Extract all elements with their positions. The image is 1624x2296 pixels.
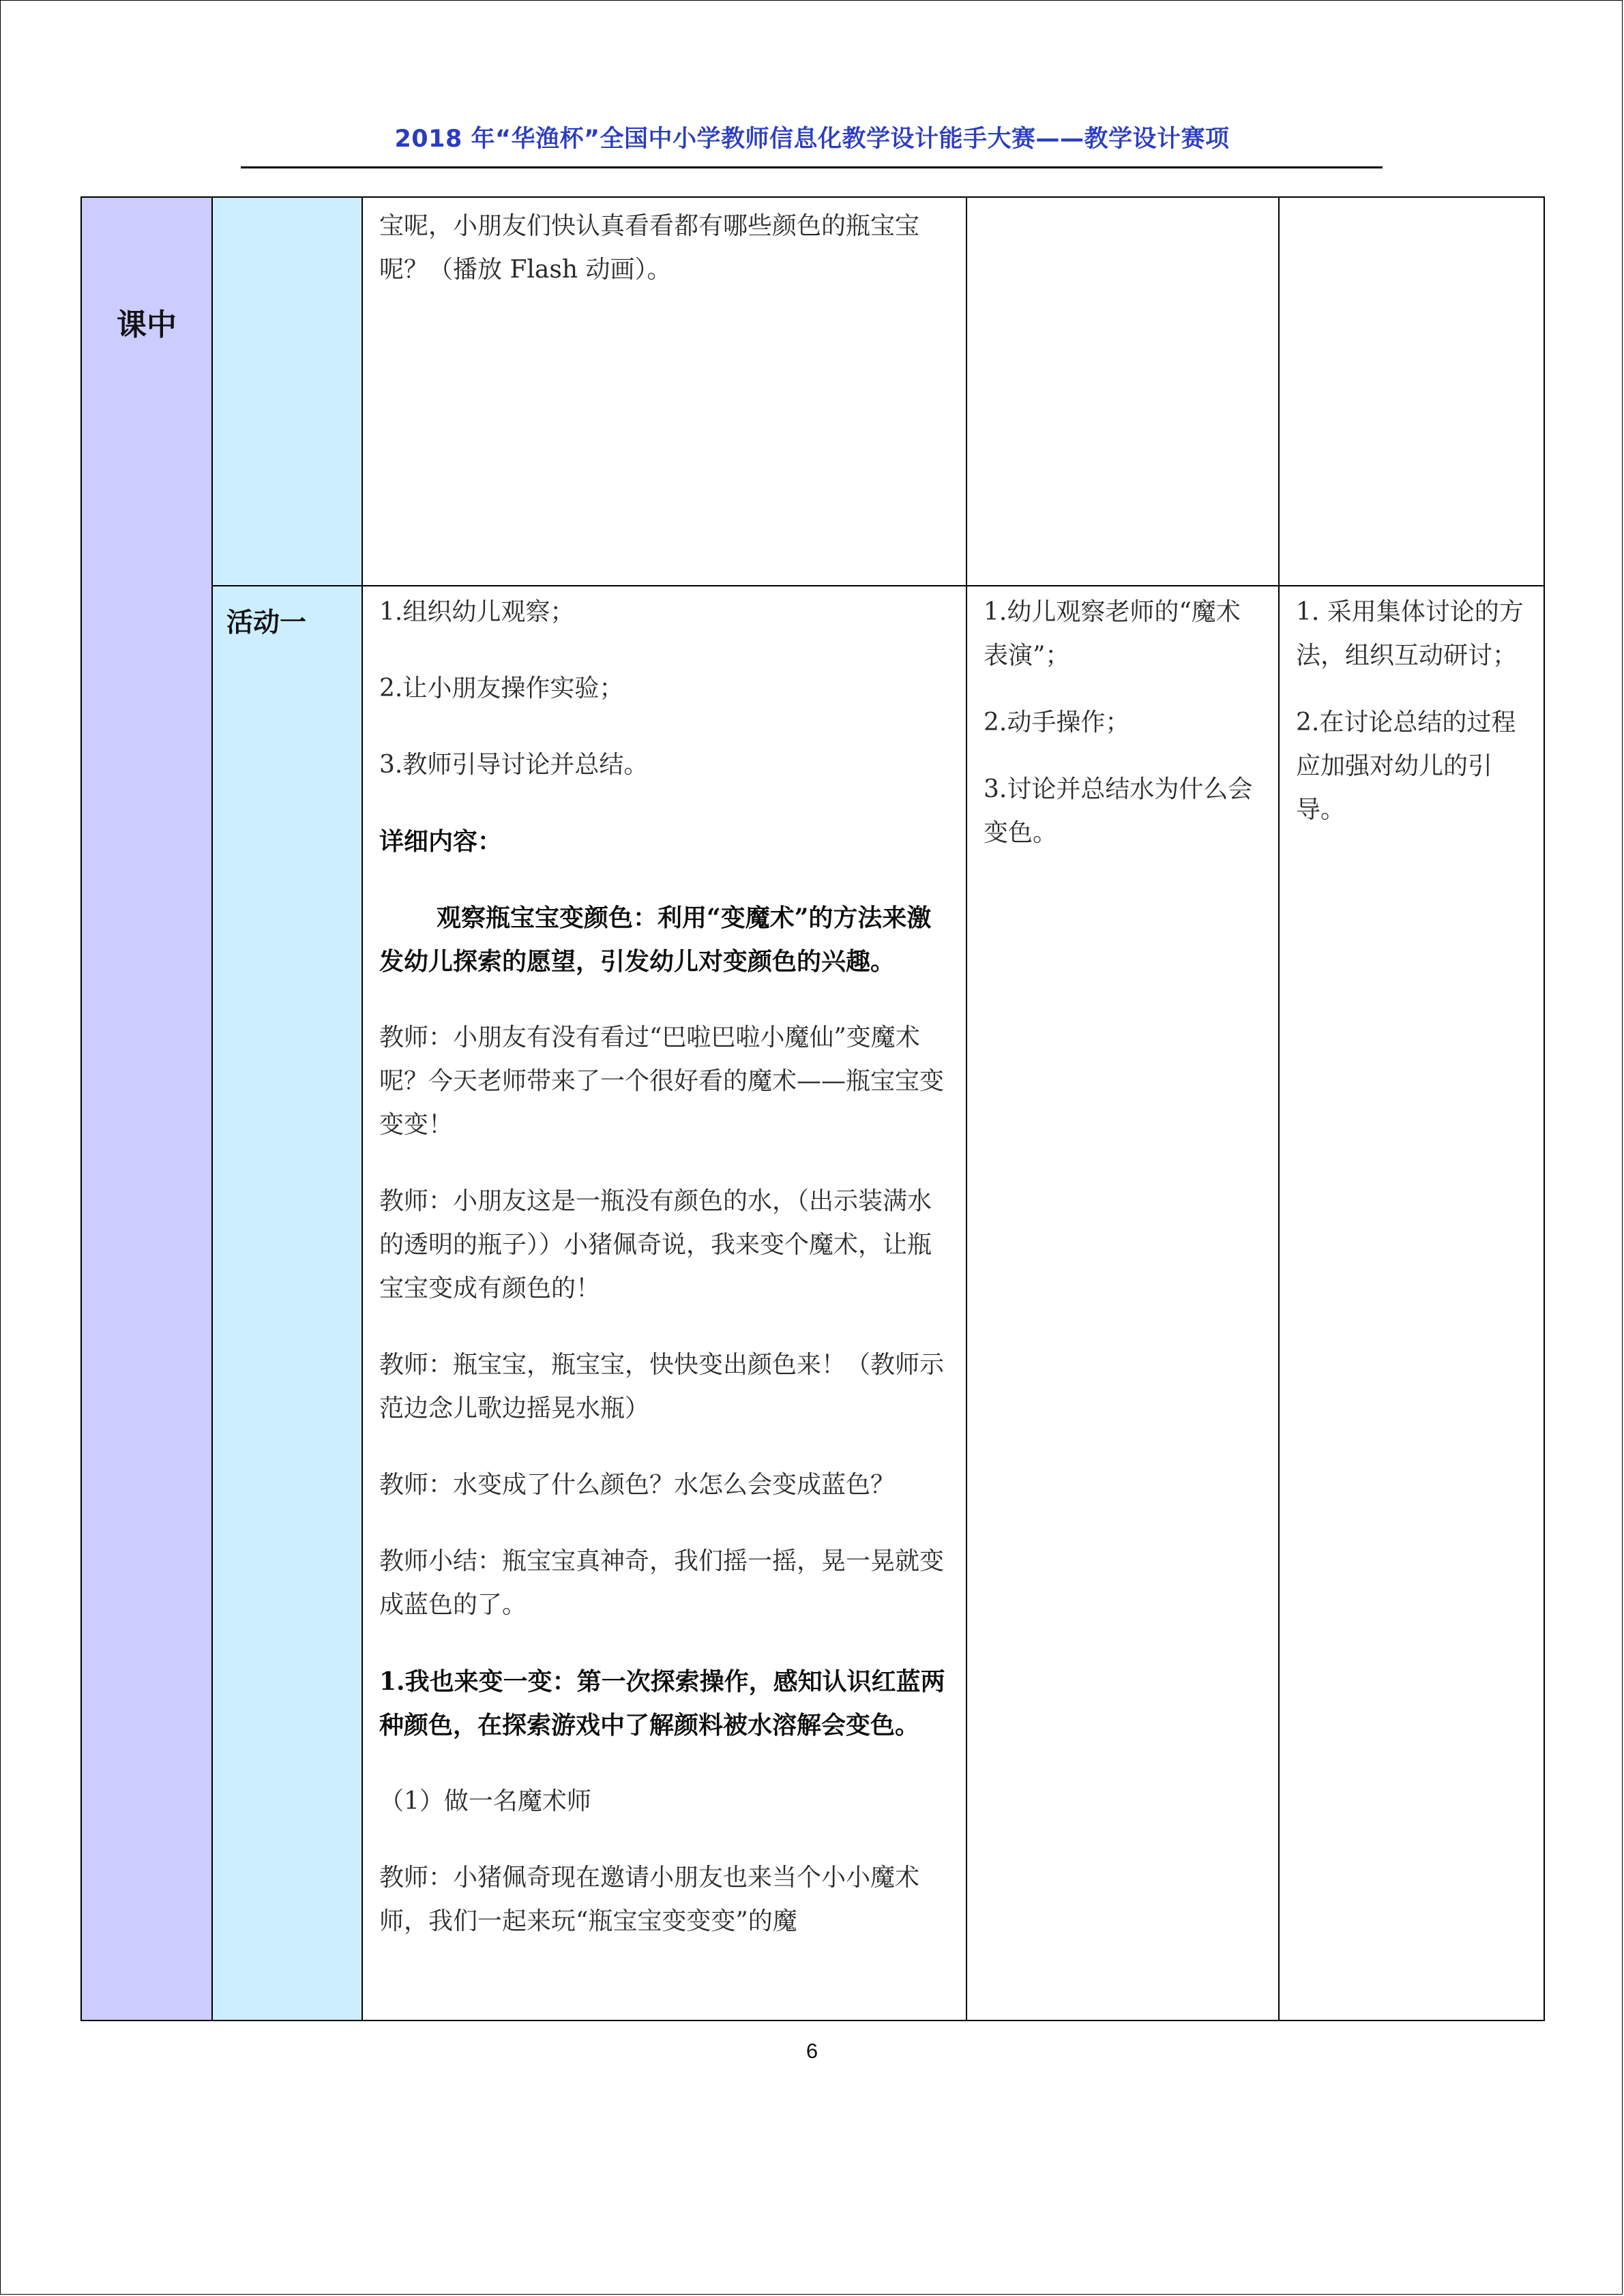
design-intent-cell-empty: [1279, 197, 1544, 586]
detail-heading: 详细内容：: [379, 827, 503, 856]
document-header-title: 2018 年“华渔杯”全国中小学教师信息化教学设计能手大赛——教学设计赛项: [394, 125, 1230, 153]
teacher-activity-cell: [362, 197, 966, 586]
child-activity-cell-empty: [966, 197, 1279, 586]
dialogue-paragraph: 教师：水变成了什么颜色？水怎么会变成蓝色？: [379, 1471, 896, 1499]
dialogue-paragraph: 教师小结：瓶宝宝真神奇，我们摇一摇，晃一晃就变成蓝色的了。: [379, 1547, 945, 1619]
intent-item: 1. 采用集体讨论的方法，组织互动研讨；: [1296, 598, 1524, 670]
child-step: 1.幼儿观察老师的“魔术表演”；: [984, 598, 1241, 670]
intent-item: 2.在讨论总结的过程应加强对幼儿的引导。: [1296, 709, 1516, 824]
section-heading: 观察瓶宝宝变颜色：利用“变魔术”的方法来激发幼儿探索的愿望，引发幼儿对变颜色的兴趣。: [379, 904, 932, 976]
teacher-step: 1.组织幼儿观察；: [379, 598, 575, 626]
activity-cell-empty: [212, 197, 362, 586]
dialogue-paragraph: 教师：小朋友有没有看过“巴啦巴啦小魔仙”变魔术呢？今天老师带来了一个很好看的魔术——瓶宝宝变变变！: [379, 1024, 945, 1139]
child-step: 3.讨论并总结水为什么会变色。: [984, 775, 1253, 847]
activity-label: 活动一: [226, 608, 307, 638]
dialogue-paragraph: 教师：小猪佩奇现在邀请小朋友也来当个小小魔术师，我们一起来玩“瓶宝宝变变变”的魔: [379, 1864, 920, 1935]
teacher-step: 2.让小朋友操作实验；: [379, 674, 624, 702]
child-step: 2.动手操作；: [984, 709, 1130, 736]
teacher-activity-cell: [362, 586, 966, 2021]
lesson-plan-table: [80, 196, 1545, 2021]
child-activity-cell: [966, 586, 1279, 2021]
stage-cell: [81, 197, 212, 2021]
dialogue-paragraph: 教师：瓶宝宝，瓶宝宝，快快变出颜色来！（教师示范边念儿歌边摇晃水瓶）: [379, 1351, 945, 1422]
section-heading: 1.我也来变一变：第一次探索操作，感知认识红蓝两种颜色，在探索游戏中了解颜料被水溶解会变色。: [379, 1667, 945, 1740]
teacher-text: 宝呢，小朋友们快认真看看都有哪些颜色的瓶宝宝呢？（播放 Flash 动画）。: [379, 212, 920, 284]
activity-cell: [212, 586, 362, 2021]
stage-label: 课中: [117, 308, 177, 342]
table-row: [81, 586, 1544, 2021]
design-intent-cell: [1279, 586, 1544, 2021]
teacher-step: 3.教师引导讨论并总结。: [379, 751, 649, 779]
page-number: 6: [806, 2039, 818, 2063]
sub-heading: （1）做一名魔术师: [379, 1787, 591, 1815]
dialogue-paragraph: 教师：小朋友这是一瓶没有颜色的水，（出示装满水的透明的瓶子））小猪佩奇说，我来变个魔术，让瓶宝宝变成有颜色的！: [379, 1187, 932, 1302]
header-divider: [241, 166, 1383, 168]
table-row: [81, 197, 1544, 586]
